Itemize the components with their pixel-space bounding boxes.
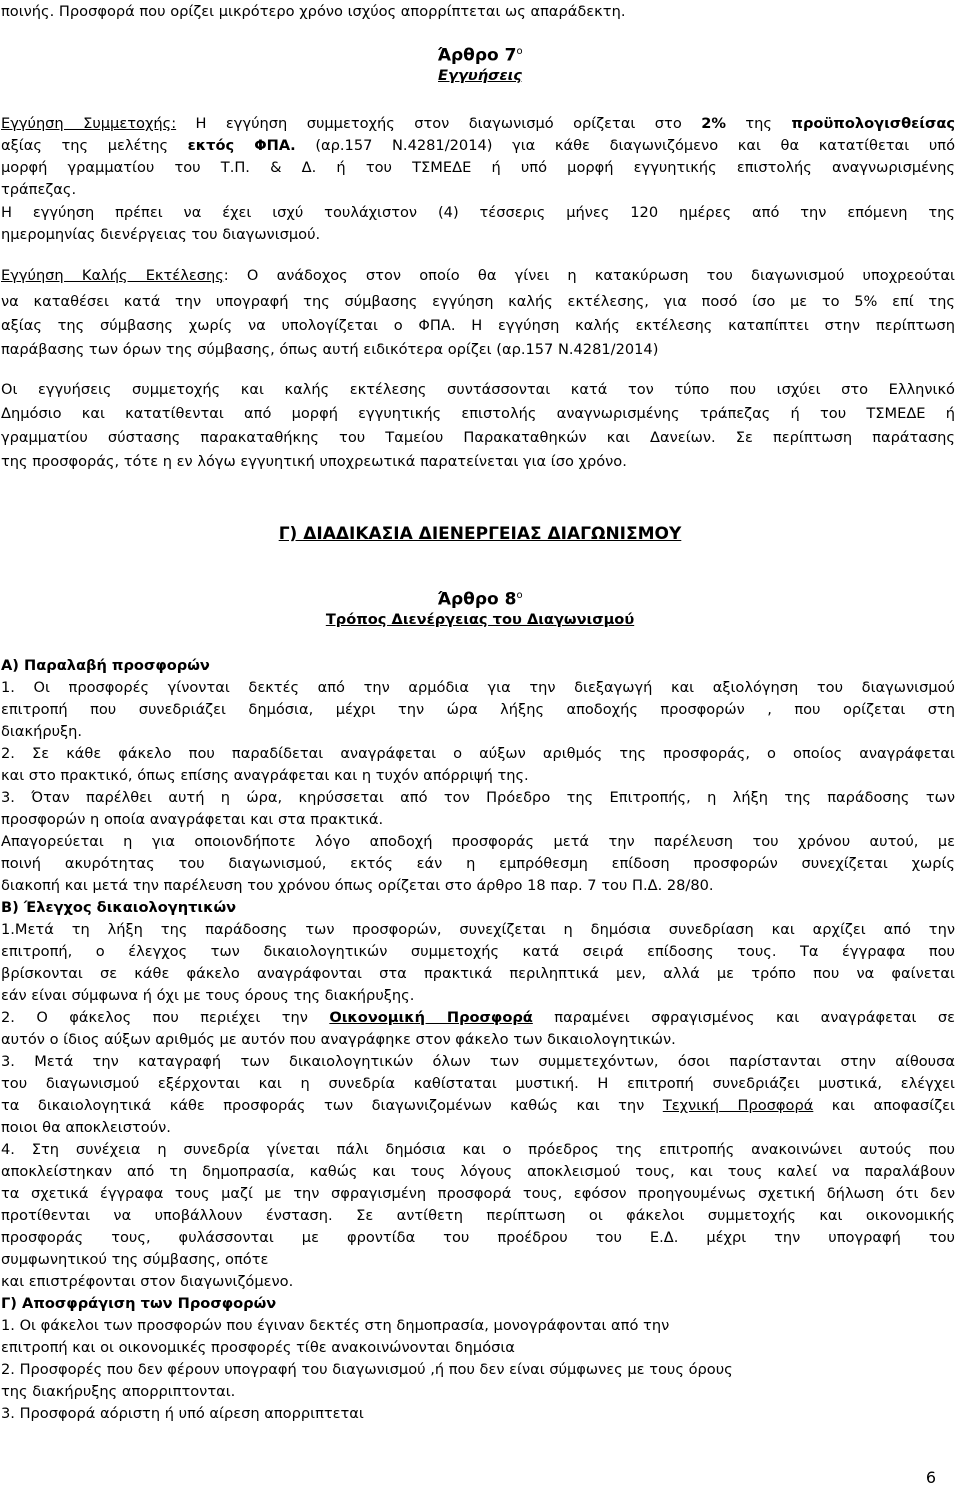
article-7-title-text: Άρθρο 7 — [437, 45, 517, 66]
text-run: τα δικαιολογητικά κάθε προσφοράς των διαγωνιζομένων καθώς και την — [1, 1097, 663, 1114]
paragraph-line: Οι εγγυήσεις συμμετοχής και καλής εκτέλεσης συντάσσονται κατά τον τύπο που ισχύει στο Ελληνικό — [1, 381, 955, 398]
paragraph-line: 2. Σε κάθε φάκελο που παραδίδεται αναγράφεται ο αύξων αριθμός της προσφοράς, ο οποίος αναγράφεται — [1, 745, 955, 762]
paragraph-line: Η εγγύηση πρέπει να έχει ισχύ τουλάχιστον (4) τέσσερις μήνες 120 ημέρες από την επόμενη της — [1, 204, 955, 221]
paragraph-line: συμφωνητικού της σύμβασης, οπότε — [1, 1251, 269, 1268]
paragraph-line: αυτόν ο ίδιος αύξων αριθμός με αυτόν που αναγράφηκε στον φάκελο των δικαιολογητικών. — [1, 1031, 676, 1048]
paragraph-line: παράβασης των όρων της σύμβασης, όπως αυτή ειδικότερα ορίζει (αρ.157 Ν.4281/2014) — [1, 341, 659, 358]
paragraph-line: τράπεζας. — [1, 181, 77, 198]
paragraph-line: αξίας της σύμβασης χωρίς να υπολογίζεται ο ΦΠΑ. Η εγγύηση καλής εκτέλεσης καταπίπτει στην περίπτωση — [1, 317, 955, 334]
paragraph-line: ποινή ακυρότητας του διαγωνισμού, εκτός εάν η εμπρόθεσμη επίδοση προσφορών συνεχίζεται χωρίς — [1, 855, 955, 872]
text-run: αξίας της μελέτης — [1, 137, 188, 154]
paragraph-line: 3. Προσφορά αόριστη ή υπό αίρεση απορριπτεται — [1, 1405, 364, 1422]
technical-offer-underlined: Τεχνική Προσφορά — [662, 1097, 814, 1114]
paragraph-line — [1, 112, 955, 136]
paragraph-line: της προσφοράς, τότε η εν λόγω εγγυητική υποχρεωτικά παρατείνεται για ίσο χρόνο. — [1, 453, 627, 470]
paragraph-line: 1. Οι φάκελοι των προσφορών που έγιναν δεκτές στη δημοπρασία, μονογράφονται από την — [1, 1317, 670, 1334]
performance-guarantee-label: Εγγύηση Καλής Εκτέλεσης — [1, 267, 224, 284]
percentage-bold: 2% — [701, 115, 726, 132]
subsection-b-heading: Β) Έλεγχος δικαιολογητικών — [1, 899, 237, 916]
paragraph-line — [1, 264, 955, 288]
paragraph-line — [1, 1006, 955, 1030]
paragraph-line: και επιστρέφονται στον διαγωνιζόμενο. — [1, 1273, 294, 1290]
article-8-title-text: Άρθρο 8 — [437, 589, 517, 610]
paragraph-line: και στο πρακτικό, όπως επίσης αναγράφεται και η τυχόν απόρριψή της. — [1, 767, 529, 784]
article-7-subtitle: Εγγυήσεις — [438, 67, 522, 84]
paragraph-line: διακήρυξη. — [1, 723, 83, 740]
paragraph-line: 3. Όταν παρέλθει αυτή η ώρα, κηρύσσεται από τον Πρόεδρο της Επιτροπής, η λήξη της παράδοσης των — [1, 789, 955, 806]
text-run: και αποφασίζει — [813, 1097, 955, 1114]
paragraph-line: επιτροπή, ο έλεγχος των δικαιολογητικών συμμετοχής κατά σειρά επίδοσης τους. Τα έγγραφα που — [1, 943, 955, 960]
page-number: 6 — [925, 1468, 936, 1487]
paragraph-line: Απαγορεύεται η για οποιονδήποτε λόγο αποδοχή προσφοράς μετά την παρέλευση του χρόνου αυτού, με — [1, 833, 955, 850]
article-7-superscript: ο — [516, 46, 523, 57]
paragraph-line: μορφή γραμματίου του Τ.Π. & Δ. ή του ΤΣΜΕΔΕ ή υπό μορφή εγγυητικής επιστολής αναγνωρισμένης — [1, 159, 955, 176]
paragraph-line: αποκλείστηκαν από τη δημοπρασία, καθώς και τους λόγους αποκλεισμού τους, και τους καλεί να παραλάβουν — [1, 1163, 955, 1180]
participation-guarantee-label: Εγγύηση Συμμετοχής: — [1, 115, 177, 132]
paragraph-line: 2. Προσφορές που δεν φέρουν υπογραφή του διαγωνισμού ,ή που δεν είναι σύμφωνες με τους όρους — [1, 1361, 733, 1378]
paragraph-line: γραμματίου σύστασης παρακαταθήκης του Ταμείου Παρακαταθηκών και Δανείων. Σε περίπτωση παράτασης — [1, 429, 955, 446]
paragraph-line: εάν είναι σύμφωνα ή όχι με τους όρους της διακήρυξης. — [1, 987, 415, 1004]
paragraph-line — [1, 134, 955, 158]
vat-excluded-bold: εκτός ΦΠΑ. — [187, 137, 296, 154]
financial-offer-bold: Οικονομική Προσφορά — [329, 1009, 533, 1026]
paragraph-line — [1, 1094, 955, 1118]
subsection-c-heading: Γ) Αποσφράγιση των Προσφορών — [1, 1295, 277, 1312]
text-run: παραμένει σφραγισμένος και αναγράφεται σε — [532, 1009, 955, 1026]
paragraph-line: διακοπή και μετά την παρέλευση του χρόνου όπως ορίζεται στο άρθρο 18 παρ. 7 του Π.Δ. 28/80. — [1, 877, 714, 894]
paragraph-line: να καταθέσει κατά την υπογραφή της σύμβασης εγγύηση καλής εκτέλεσης, για ποσό ίσο με το 5% επί της — [1, 293, 955, 310]
budgeted-bold: προϋπολογισθείσας — [791, 115, 955, 132]
paragraph-line: ημερομηνίας διενέργειας του διαγωνισμού. — [1, 226, 321, 243]
text-run: της — [725, 115, 792, 132]
subsection-a-heading: Α) Παραλαβή προσφορών — [1, 657, 210, 674]
section-g-heading: Γ) ΔΙΑΔΙΚΑΣΙΑ ΔΙΕΝΕΡΓΕΙΑΣ ΔΙΑΓΩΝΙΣΜΟΥ — [278, 524, 682, 544]
paragraph-line: βρίσκονται σε κάθε φάκελο αναγράφονται στα πρακτικά περιληπτικά μεν, αλλά με τρόπο που να φαίνεται — [1, 965, 955, 982]
paragraph-line: 1.Μετά τη λήξη της παράδοσης των προσφορών, συνεχίζεται η δημόσια συνεδρίαση και αρχίζει από την — [1, 921, 955, 938]
paragraph-line: Δημόσιο και κατατίθενται από μορφή εγγυητικής επιστολής αναγνωρισμένης τράπεζας ή του ΤΣΜΕΔΕ ή — [1, 405, 955, 422]
paragraph-line: 1. Οι προσφορές γίνονται δεκτές από την αρμόδια για την διεξαγωγή και αξιολόγηση του διαγωνισμού — [1, 679, 955, 696]
paragraph-line: επιτροπή που συνεδριάζει δημόσια, μέχρι την ώρα λήξης αποδοχής προσφορών , που ορίζεται στη — [1, 701, 955, 718]
article-8-subtitle: Τρόπος Διενέργειας του Διαγωνισμού — [325, 611, 635, 628]
paragraph-line: της διακήρυξης απορριπτονται. — [1, 1383, 236, 1400]
text-run: Η εγγύηση συμμετοχής στον διαγωνισμό ορίζεται στο — [176, 115, 702, 132]
paragraph-line: του διαγωνισμού εξέρχονται και η συνεδρία καθίσταται μυστική. Η επιτροπή συνεδριάζει μυστικά, ελέγχει — [1, 1075, 955, 1092]
paragraph-line: προτίθενται να υποβάλλουν ένσταση. Σε αντίθετη περίπτωση οι φάκελοι συμμετοχής και οικονομικής — [1, 1207, 955, 1224]
paragraph-line: προσφοράς τους, φυλάσσονται με φροντίδα του προέδρου του Ε.Δ. μέχρι την υπογραφή του — [1, 1229, 955, 1246]
text-run: (αρ.157 Ν.4281/2014) για κάθε διαγωνιζόμενο και θα κατατίθεται υπό — [295, 137, 955, 154]
text-run: : Ο ανάδοχος στον οποίο θα γίνει η κατακύρωση του διαγωνισμού υποχρεούται — [223, 267, 955, 284]
text-line: ποινής. Προσφορά που ορίζει μικρότερο χρόνο ισχύος απορρίπτεται ως απαράδεκτη. — [1, 3, 626, 20]
paragraph-line: 3. Μετά την καταγραφή των δικαιολογητικών όλων των συμμετεχόντων, όσοι παρίστανται στην αίθουσα — [1, 1053, 955, 1070]
paragraph-line: προσφορών η οποία αναγράφεται και στα πρακτικά. — [1, 811, 384, 828]
paragraph-line: τα σχετικά έγγραφα τους μαζί με την σφραγισμένη προσφορά τους, εφόσον προηγουμένως σχετική δήλωση ότι δεν — [1, 1185, 955, 1202]
paragraph-line: 4. Στη συνέχεια η συνεδρία γίνεται πάλι δημόσια και ο πρόεδρος της επιτροπής ανακοινώνει αυτούς που — [1, 1141, 955, 1158]
paragraph-line: επιτροπή και οι οικονομικές προσφορές τίθε ανακοινώνονται δημόσια — [1, 1339, 515, 1356]
paragraph-line: ποιοι θα αποκλειστούν. — [1, 1119, 171, 1136]
article-8-superscript: ο — [516, 590, 523, 601]
text-run: 2. Ο φάκελος που περιέχει την — [1, 1009, 330, 1026]
